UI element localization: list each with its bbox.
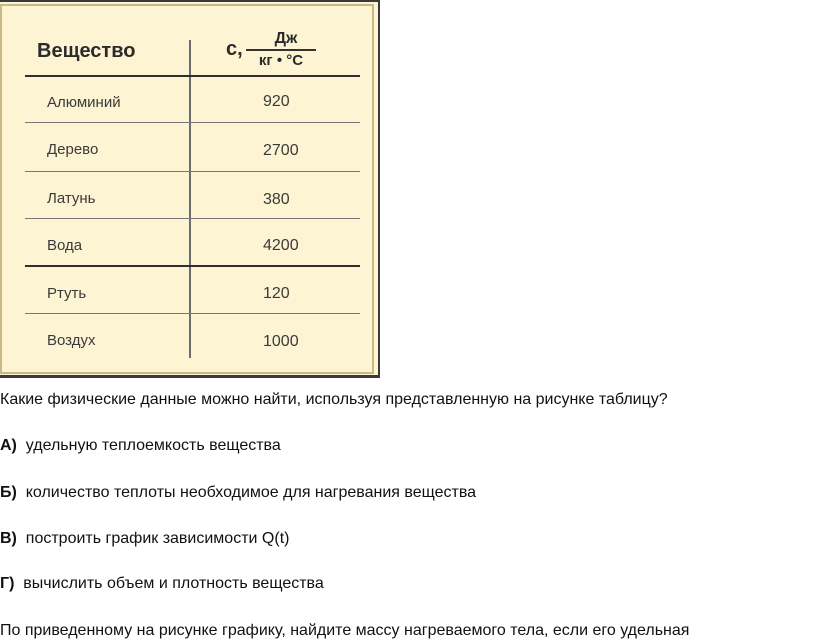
option-letter: Г) bbox=[0, 575, 15, 592]
column-divider bbox=[189, 40, 191, 358]
table-cell-value: 120 bbox=[263, 285, 290, 302]
option-text: удельную теплоемкость вещества bbox=[25, 437, 281, 454]
header-specific-heat: с, bbox=[226, 38, 243, 60]
option-letter: Б) bbox=[0, 484, 17, 501]
question-text: Какие физические данные можно найти, используя представленную на рисунке таблицу? bbox=[0, 391, 668, 408]
table-cell-substance: Латунь bbox=[47, 190, 96, 207]
unit-numerator: Дж bbox=[274, 30, 298, 47]
option-text: количество теплоты необходимое для нагревания вещества bbox=[25, 484, 477, 501]
table-cell-substance: Ртуть bbox=[47, 285, 87, 302]
unit-fraction bbox=[246, 30, 316, 70]
table-cell-value: 2700 bbox=[263, 142, 299, 159]
specific-heat-table bbox=[0, 0, 380, 378]
next-question-text: По приведенному на рисунке графику, найдите массу нагреваемого тела, если его удельная bbox=[0, 622, 690, 639]
table-cell-value: 920 bbox=[263, 93, 290, 110]
header-divider bbox=[25, 75, 360, 77]
row-divider bbox=[25, 313, 360, 314]
table-cell-value: 380 bbox=[263, 191, 290, 208]
header-substance: Вещество bbox=[37, 40, 136, 62]
option-d bbox=[0, 575, 324, 593]
option-text: построить график зависимости Q(t) bbox=[25, 530, 290, 547]
table-cell-value: 1000 bbox=[263, 333, 299, 350]
option-letter: А) bbox=[0, 437, 17, 454]
option-c bbox=[0, 530, 289, 548]
table-cell-substance: Алюминий bbox=[47, 94, 121, 111]
row-divider bbox=[25, 122, 360, 123]
table-cell-value: 4200 bbox=[263, 237, 299, 254]
unit-fraction-bar bbox=[246, 49, 316, 51]
row-divider bbox=[25, 171, 360, 172]
row-divider bbox=[25, 265, 360, 267]
table-cell-substance: Вода bbox=[47, 237, 83, 254]
option-text: вычислить объем и плотность вещества bbox=[23, 575, 324, 592]
table-cell-substance: Воздух bbox=[47, 332, 96, 349]
table-cell-substance: Дерево bbox=[47, 141, 99, 158]
option-a bbox=[0, 437, 281, 455]
option-b bbox=[0, 484, 476, 502]
row-divider bbox=[25, 218, 360, 219]
unit-denominator: кг • °С bbox=[258, 52, 304, 69]
option-letter: В) bbox=[0, 530, 17, 547]
